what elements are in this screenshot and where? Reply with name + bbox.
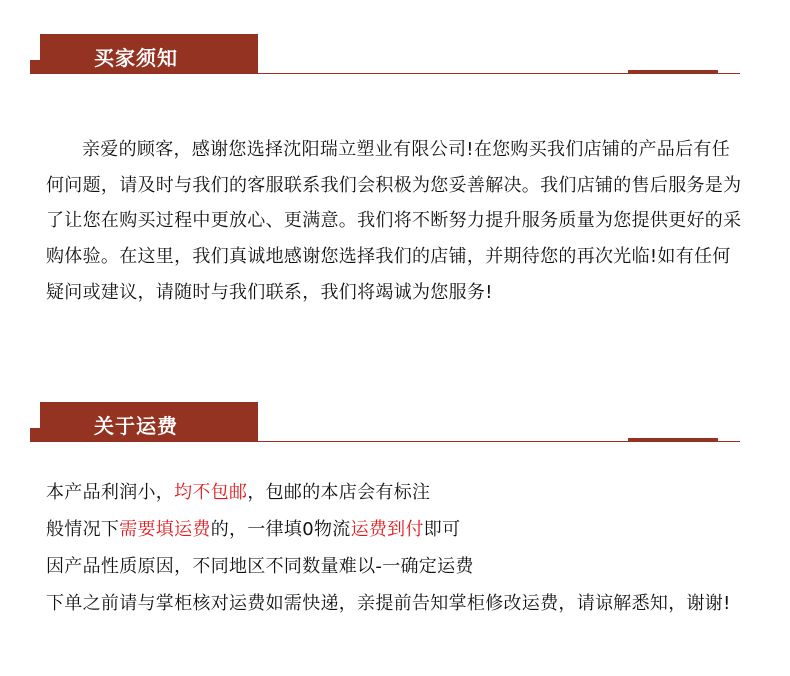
section-title: 关于运费 [94, 414, 178, 438]
header-banner [40, 34, 258, 74]
shipping-line-2 [46, 511, 746, 548]
shipping-text [46, 474, 746, 622]
text: 即可 [423, 519, 461, 540]
buyer-notice-text: 亲爱的顾客，感谢您选择沈阳瑞立塑业有限公司!在您购买我们店铺的产品后有任何问题，请及时与我们的客服联系我们会积极为您妥善解决。我们店铺的售后服务是为了让您在购买过程中更放心、更满意。我们将不断努力提升服务质量为您提供更好的采购体验。在这里，我们真诚地感谢您选择我们的店铺，并期待您的再次光临!如有任何疑问或建议，请随时与我们联系，我们将竭诚为您服务! [46, 139, 742, 303]
section-header-buyer-notice [0, 34, 790, 84]
shipping-line-1 [46, 474, 746, 511]
header-banner [40, 402, 258, 442]
shipping-line-4: 下单之前请与掌柜核对运费如需快递，亲提前告知掌柜修改运费，请谅解悉知，谢谢! [46, 593, 731, 614]
decor-square [30, 60, 40, 74]
divider-accent [628, 438, 718, 442]
section-title: 买家须知 [94, 46, 178, 70]
highlight-text: 需要填运费 [119, 519, 211, 540]
highlight-text: 均不包邮 [174, 482, 248, 503]
text: 的，一律填0物流 [210, 519, 351, 540]
text: 般情况下 [46, 519, 120, 540]
text: ，包邮的本店会有标注 [247, 482, 431, 503]
section-header-shipping [0, 402, 790, 452]
decor-square [30, 428, 40, 442]
shipping-line-3: 因产品性质原因，不同地区不同数量难以-一确定运费 [46, 556, 474, 577]
divider-accent [628, 70, 718, 74]
highlight-text: 运费到付 [350, 519, 424, 540]
text: 本产品利润小， [46, 482, 175, 503]
